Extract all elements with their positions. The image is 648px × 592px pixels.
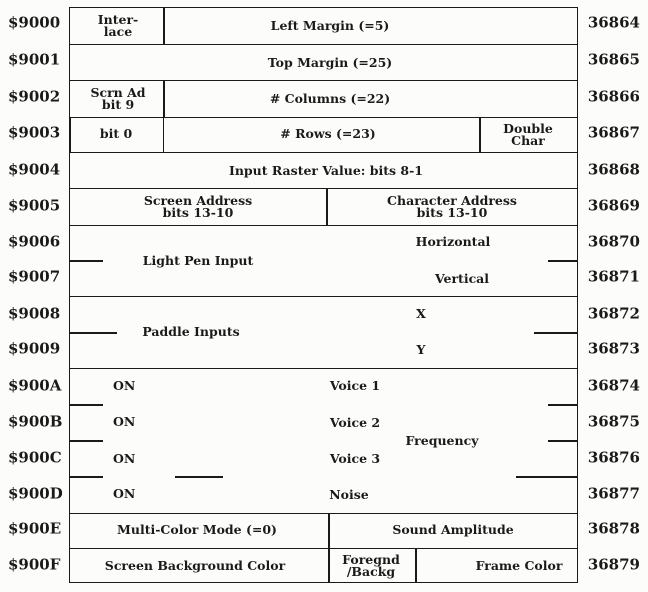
interlace-field: Inter- lace bbox=[97, 12, 139, 39]
decimal-36877: 36877 bbox=[587, 484, 640, 503]
divider bbox=[175, 476, 223, 478]
address-9001: $9001 bbox=[8, 50, 61, 69]
decimal-36874: 36874 bbox=[587, 376, 640, 395]
character-address-field: Character Address bits 13-10 bbox=[387, 193, 517, 220]
divider bbox=[328, 513, 330, 549]
decimal-36879: 36879 bbox=[587, 555, 640, 574]
divider bbox=[516, 476, 578, 478]
sound-amplitude-field: Sound Amplitude bbox=[392, 522, 514, 537]
top-margin-field: Top Margin (=25) bbox=[267, 55, 393, 70]
address-900a: $900A bbox=[8, 376, 62, 395]
divider bbox=[548, 404, 578, 406]
voice3-field: Voice 3 bbox=[329, 451, 381, 466]
scrn-ad-bit9-field: Scrn Ad bit 9 bbox=[90, 85, 146, 112]
left-margin-field: Left Margin (=5) bbox=[270, 18, 390, 33]
address-9009: $9009 bbox=[8, 339, 61, 358]
input-raster-field: Input Raster Value: bits 8-1 bbox=[228, 163, 424, 178]
decimal-36878: 36878 bbox=[587, 519, 640, 538]
frame-color-field: Frame Color bbox=[475, 558, 563, 573]
voice3-on-bit: ON bbox=[113, 451, 136, 466]
decimal-36868: 36868 bbox=[587, 160, 640, 179]
paddle-inputs-field: Paddle Inputs bbox=[142, 324, 240, 339]
voice2-on-bit: ON bbox=[113, 414, 136, 429]
frequency-field: Frequency bbox=[405, 433, 479, 448]
decimal-36872: 36872 bbox=[587, 304, 640, 323]
address-9004: $9004 bbox=[8, 160, 61, 179]
decimal-36865: 36865 bbox=[587, 50, 640, 69]
address-9008: $9008 bbox=[8, 304, 61, 323]
register-900a-900d-box bbox=[69, 368, 578, 514]
foregnd-backg-field: Foregnd /Backg bbox=[342, 552, 400, 579]
divider bbox=[328, 548, 330, 583]
screen-address-field: Screen Address bits 13-10 bbox=[143, 193, 253, 220]
divider bbox=[69, 440, 103, 442]
screen-background-color-field: Screen Background Color bbox=[104, 558, 286, 573]
divider bbox=[69, 260, 103, 262]
address-900f: $900F bbox=[8, 555, 61, 574]
decimal-36867: 36867 bbox=[587, 123, 640, 142]
decimal-36864: 36864 bbox=[587, 13, 640, 32]
rows-field: # Rows (=23) bbox=[280, 126, 376, 141]
bit0-field: bit 0 bbox=[99, 126, 133, 141]
decimal-36875: 36875 bbox=[587, 412, 640, 431]
divider bbox=[415, 548, 417, 583]
decimal-36869: 36869 bbox=[587, 196, 640, 215]
address-9000: $9000 bbox=[8, 13, 61, 32]
divider bbox=[163, 7, 165, 45]
decimal-36866: 36866 bbox=[587, 87, 640, 106]
decimal-36871: 36871 bbox=[587, 267, 640, 286]
divider bbox=[326, 188, 328, 226]
divider bbox=[548, 260, 578, 262]
address-900c: $900C bbox=[8, 448, 62, 467]
divider bbox=[548, 440, 578, 442]
divider bbox=[479, 117, 481, 153]
address-9002: $9002 bbox=[8, 87, 61, 106]
divider bbox=[69, 404, 103, 406]
voice1-on-bit: ON bbox=[113, 378, 136, 393]
noise-field: Noise bbox=[329, 487, 369, 502]
multi-color-mode-field: Multi-Color Mode (=0) bbox=[117, 522, 277, 537]
columns-field: # Columns (=22) bbox=[269, 91, 391, 106]
vertical-field: Vertical bbox=[434, 271, 490, 286]
light-pen-input-field: Light Pen Input bbox=[142, 253, 254, 268]
decimal-36873: 36873 bbox=[587, 339, 640, 358]
divider bbox=[163, 80, 165, 118]
address-9003: $9003 bbox=[8, 123, 61, 142]
divider bbox=[69, 476, 103, 478]
address-9005: $9005 bbox=[8, 196, 61, 215]
divider bbox=[69, 117, 71, 153]
noise-on-bit: ON bbox=[113, 486, 136, 501]
address-900b: $900B bbox=[8, 412, 63, 431]
double-char-field: Double Char bbox=[503, 121, 553, 148]
address-900d: $900D bbox=[8, 484, 63, 503]
horizontal-field: Horizontal bbox=[415, 234, 491, 249]
divider bbox=[69, 332, 117, 334]
divider bbox=[534, 332, 578, 334]
paddle-x-field: X bbox=[416, 306, 426, 321]
paddle-y-field: Y bbox=[416, 342, 426, 357]
decimal-36870: 36870 bbox=[587, 232, 640, 251]
decimal-36876: 36876 bbox=[587, 448, 640, 467]
voice2-field: Voice 2 bbox=[329, 415, 381, 430]
address-900e: $900E bbox=[8, 519, 62, 538]
voice1-field: Voice 1 bbox=[329, 378, 381, 393]
address-9007: $9007 bbox=[8, 267, 61, 286]
address-9006: $9006 bbox=[8, 232, 61, 251]
